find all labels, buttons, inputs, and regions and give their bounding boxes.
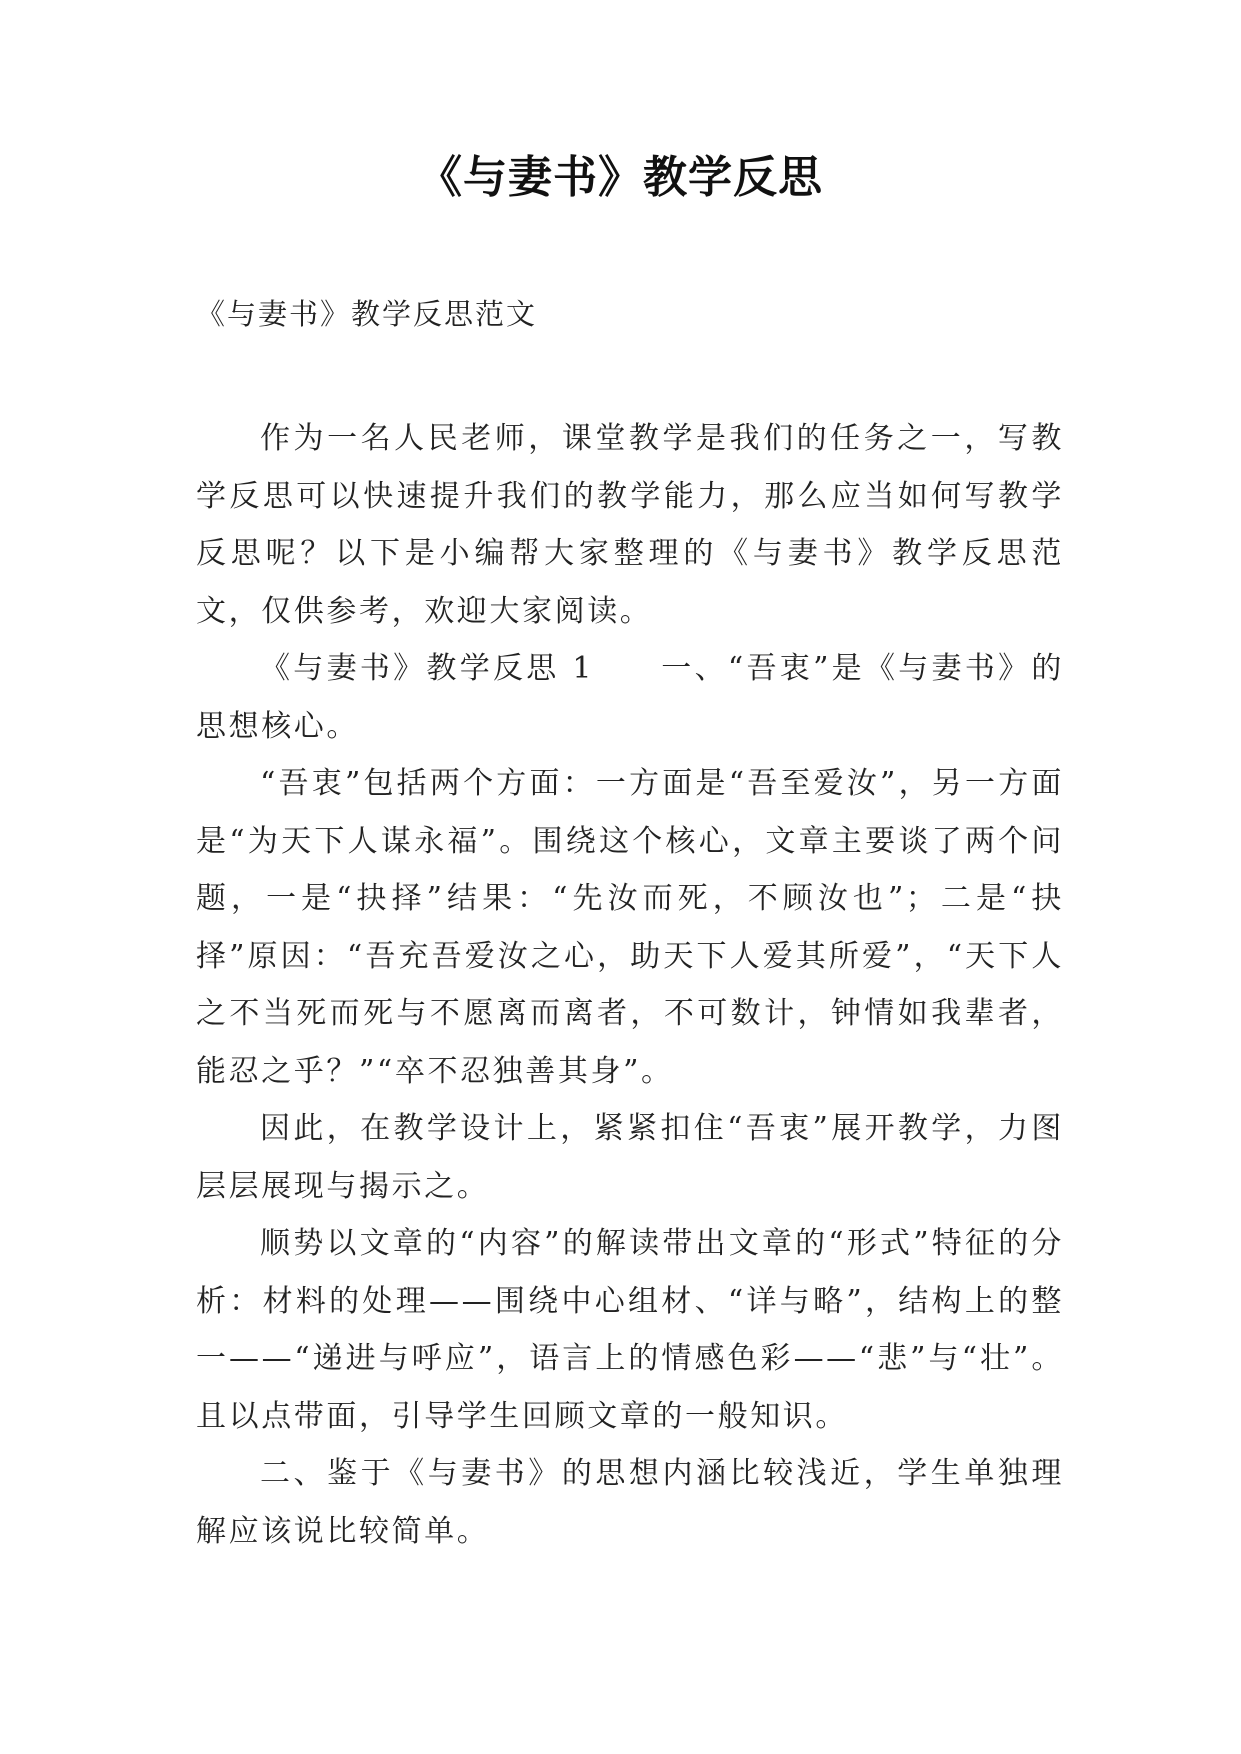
document-body — [196, 410, 1064, 1560]
paragraph-form-analysis: 顺势以文章的“内容”的解读带出文章的“形式”特征的分析：材料的处理——围绕中心组材、“详与略”，结构上的整一——“递进与呼应”，语言上的情感色彩——“悲”与“壮”。且以点带面，引导学生回顾文章的一般知识。 — [196, 1226, 1064, 1434]
paragraph-intro: 作为一名人民老师，课堂教学是我们的任务之一，写教学反思可以快速提升我们的教学能力，那么应当如何写教学反思呢？以下是小编帮大家整理的《与妻书》教学反思范文，仅供参考，欢迎大家阅读。 — [196, 421, 1064, 629]
paragraph-point-two: 二、鉴于《与妻书》的思想内涵比较浅近，学生单独理解应该说比较简单。 — [196, 1456, 1064, 1549]
document-subtitle: 《与妻书》教学反思范文 — [196, 297, 538, 331]
paragraph-teaching-design: 因此，在教学设计上，紧紧扣住“吾衷”展开教学，力图层层展现与揭示之。 — [196, 1111, 1064, 1204]
paragraph-reflection-1-heading: 《与妻书》教学反思 1 一、“吾衷”是《与妻书》的思想核心。 — [196, 651, 1064, 744]
document-title: 《与妻书》教学反思 — [418, 152, 823, 203]
paragraph-core-analysis: “吾衷”包括两个方面：一方面是“吾至爱汝”，另一方面是“为天下人谋永福”。围绕这个核心，文章主要谈了两个问题，一是“抉择”结果：“先汝而死，不顾汝也”；二是“抉择”原因：“吾充吾爱汝之心，助天下人爱其所爱”，“天下人之不当死而死与不愿离而离者，不可数计，钟情如我辈者，能忍之乎？”“卒不忍独善其身”。 — [196, 766, 1064, 1089]
